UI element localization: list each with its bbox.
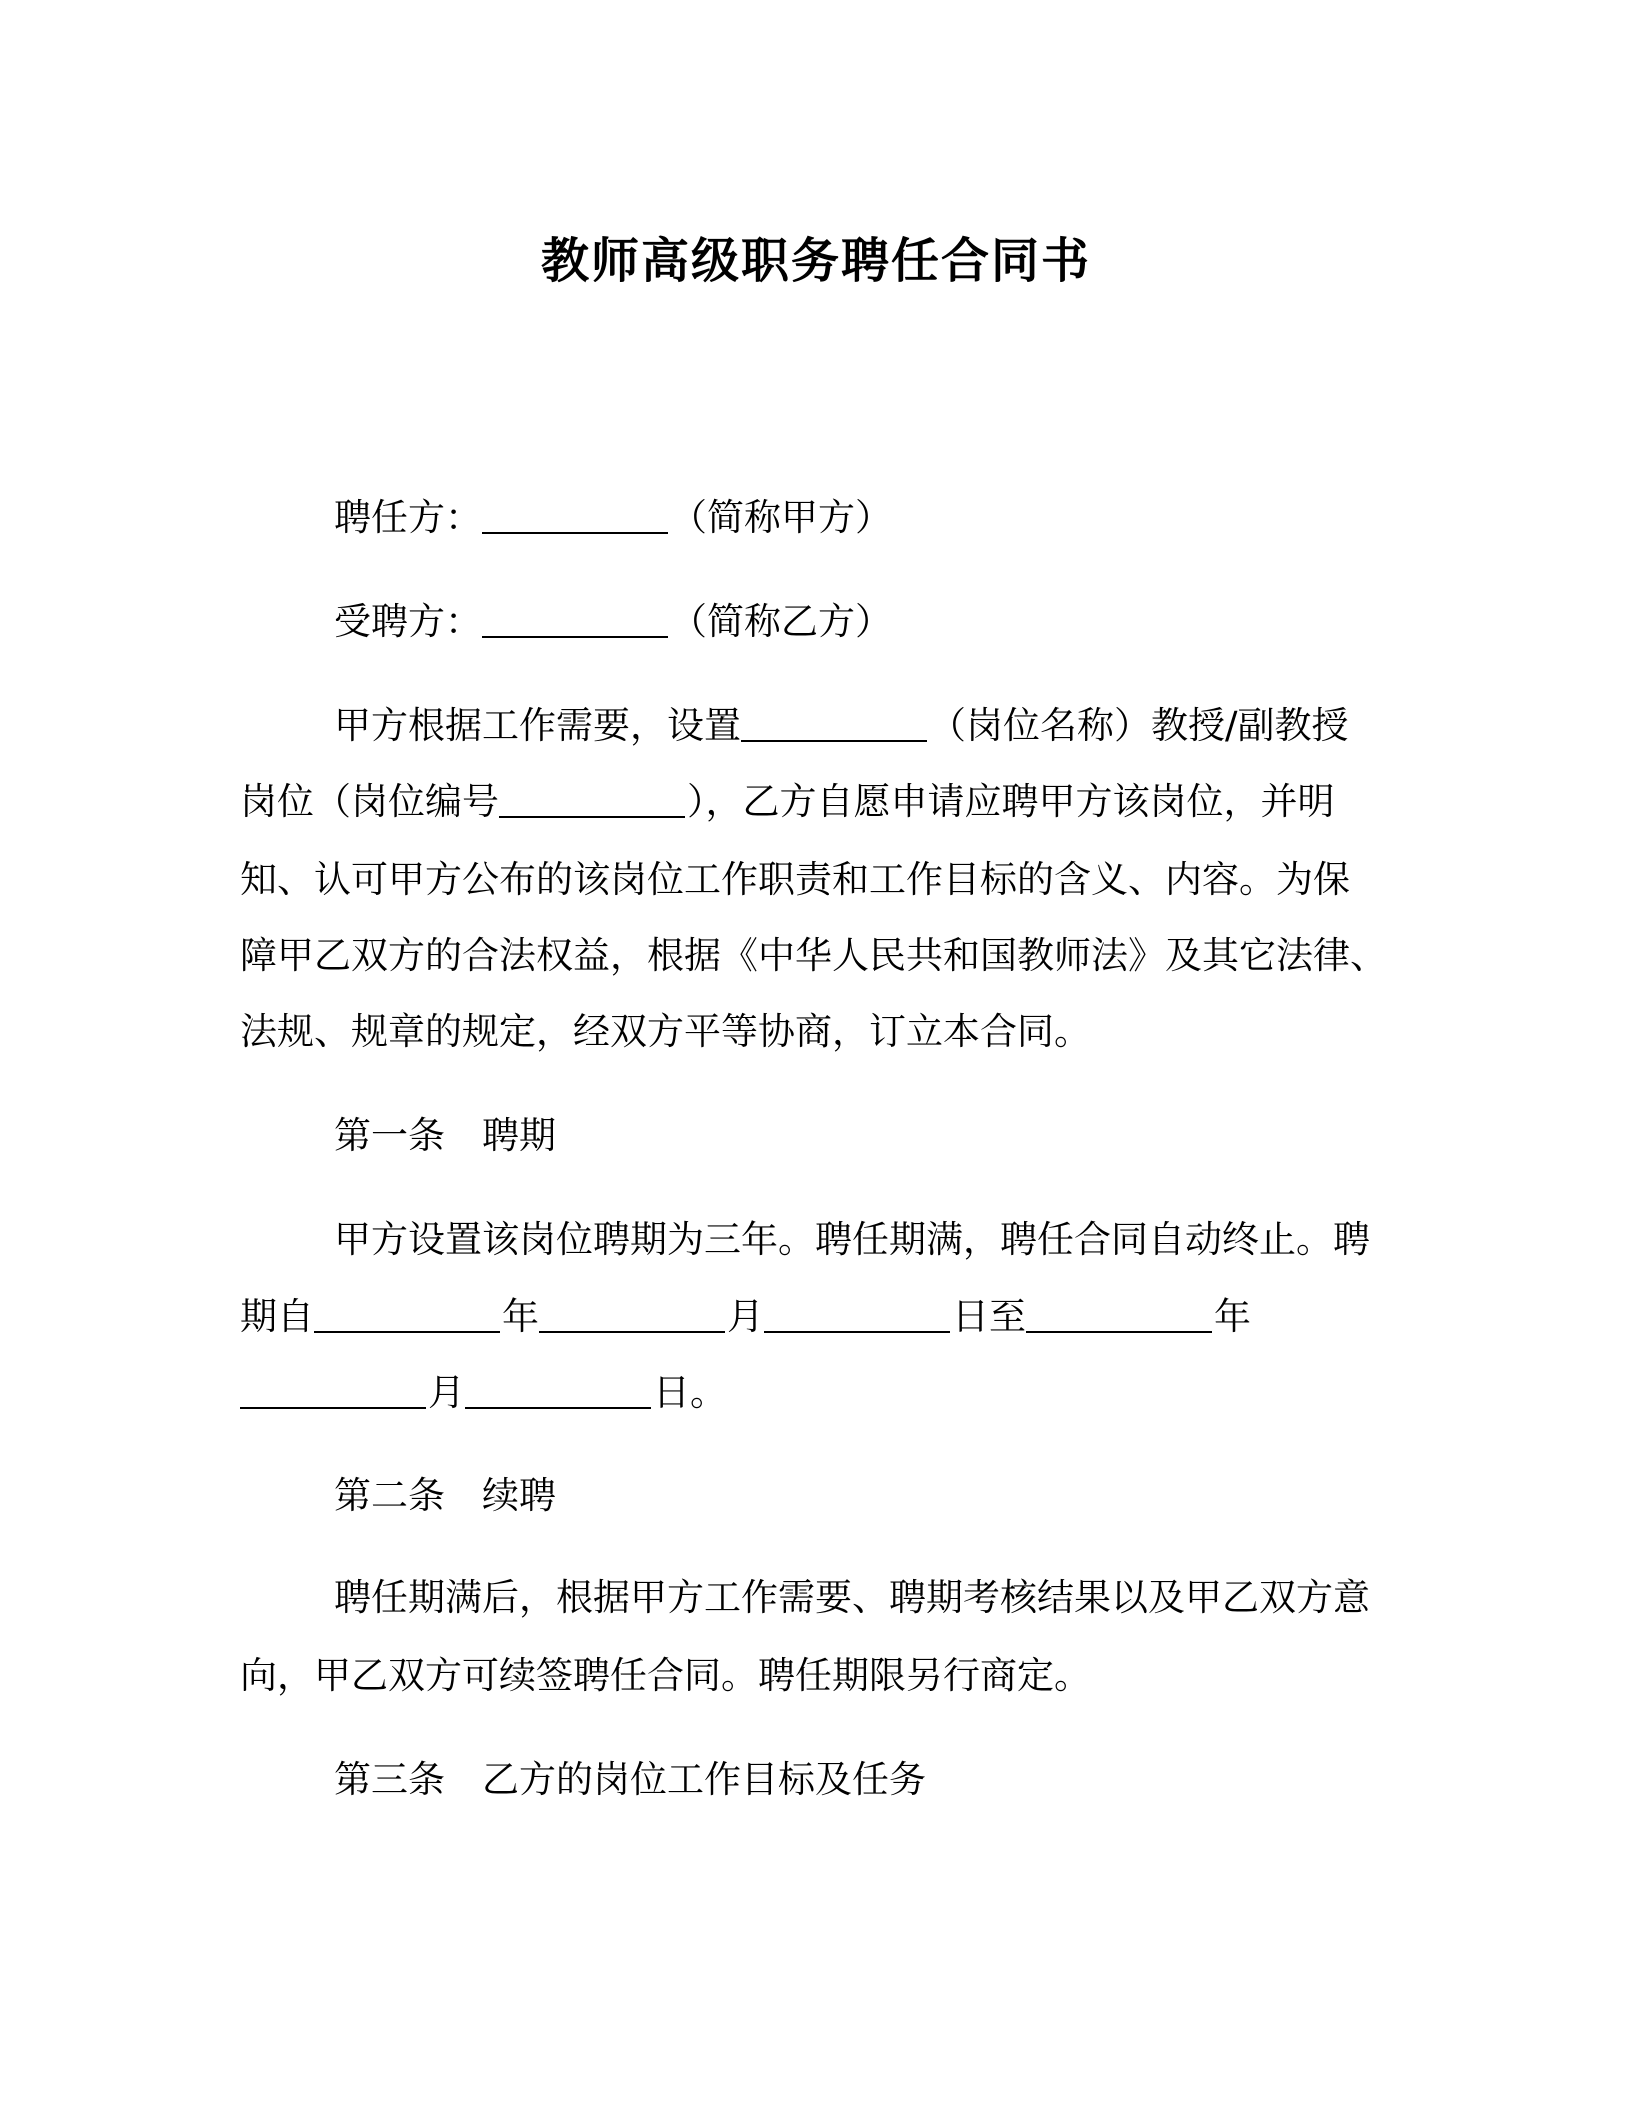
text-segment: 日至 <box>952 1295 1026 1338</box>
text-segment: 岗位（岗位编号 <box>240 780 499 823</box>
paragraph-line <box>240 854 1350 906</box>
text-segment: 受聘方： <box>334 600 482 643</box>
document-title: 教师高级职务聘任合同书 <box>540 233 1091 289</box>
paragraph-line <box>240 1650 1091 1702</box>
paragraph-line <box>334 596 892 648</box>
text-segment: 聘任方： <box>334 496 482 539</box>
paragraph-line <box>334 1110 556 1162</box>
text-segment: 年 <box>1214 1295 1251 1338</box>
paragraph-line <box>334 1572 1370 1624</box>
fill-in-blank <box>499 780 685 818</box>
text-segment: 月 <box>727 1295 764 1338</box>
fill-in-blank <box>482 600 668 638</box>
paragraph-line <box>334 492 892 544</box>
text-segment: （岗位名称）教授/副教授 <box>929 704 1349 747</box>
fill-in-blank <box>314 1295 500 1333</box>
text-segment: 甲方设置该岗位聘期为三年。聘任期满，聘任合同自动终止。聘 <box>334 1218 1370 1261</box>
text-segment: （简称甲方） <box>670 496 892 539</box>
paragraph-line <box>334 1214 1370 1266</box>
text-segment: 月 <box>428 1371 465 1414</box>
text-segment: （简称乙方） <box>670 600 892 643</box>
paragraph-line <box>334 1470 556 1522</box>
fill-in-blank <box>1026 1295 1212 1333</box>
paragraph-line <box>240 1291 1251 1343</box>
paragraph-line <box>240 1006 1091 1058</box>
fill-in-blank <box>741 704 927 742</box>
fill-in-blank <box>240 1371 426 1409</box>
text-segment: ），乙方自愿申请应聘甲方该岗位，并明 <box>687 780 1335 823</box>
text-segment: 法规、规章的规定，经双方平等协商，订立本合同。 <box>240 1010 1091 1053</box>
text-segment: 第一条 聘期 <box>334 1114 556 1157</box>
fill-in-blank <box>465 1371 651 1409</box>
paragraph-line <box>240 1367 727 1419</box>
fill-in-blank <box>764 1295 950 1333</box>
text-segment: 甲方根据工作需要，设置 <box>334 704 741 747</box>
fill-in-blank <box>539 1295 725 1333</box>
text-segment: 障甲乙双方的合法权益，根据《中华人民共和国教师法》及其它法律、 <box>240 934 1387 977</box>
paragraph-line <box>240 930 1387 982</box>
text-segment: 知、认可甲方公布的该岗位工作职责和工作目标的含义、内容。为保 <box>240 858 1350 901</box>
paragraph-line <box>334 1754 926 1806</box>
paragraph-line <box>334 700 1348 752</box>
text-segment: 向，甲乙双方可续签聘任合同。聘任期限另行商定。 <box>240 1654 1091 1697</box>
fill-in-blank <box>482 496 668 534</box>
paragraph-line <box>240 776 1335 828</box>
text-segment: 日。 <box>653 1371 727 1414</box>
text-segment: 期自 <box>240 1295 314 1338</box>
text-segment: 第三条 乙方的岗位工作目标及任务 <box>334 1758 926 1801</box>
text-segment: 聘任期满后，根据甲方工作需要、聘期考核结果以及甲乙双方意 <box>334 1576 1370 1619</box>
text-segment: 年 <box>502 1295 539 1338</box>
text-segment: 第二条 续聘 <box>334 1474 556 1517</box>
